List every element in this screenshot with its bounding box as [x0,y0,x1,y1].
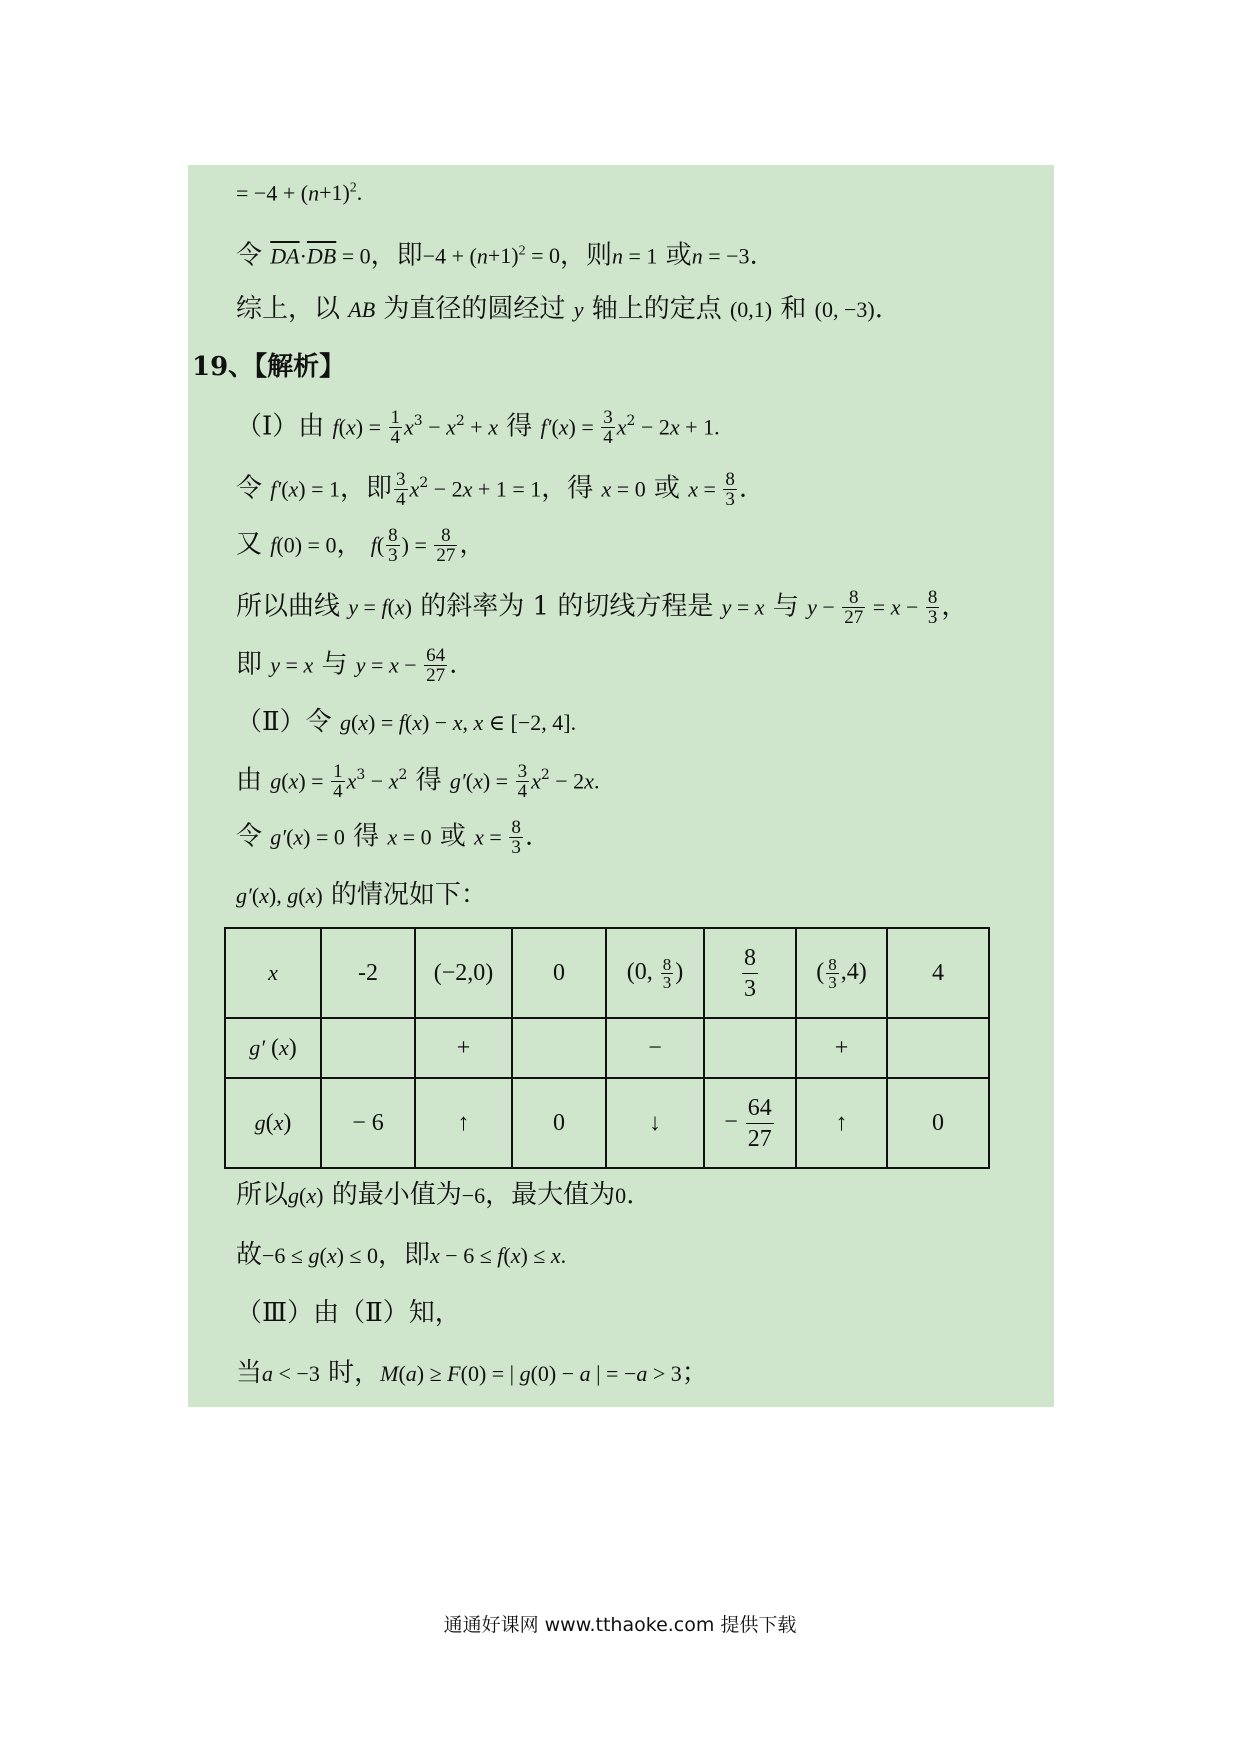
table-cell: ↓ [606,1078,704,1168]
table-cell: 0 [887,1078,989,1168]
line-1: = $-4 + (n+1)^2$. [236,180,363,206]
table-cell: g′ (x) [225,1018,321,1078]
part-1-line: （Ⅰ）由 f(x) = $\frac{1}{4}$ $x^3 - x^2 + x$ 得 f′(x) = $\frac{3}{4}$ $x^2 - 2x + 1$. [236,407,720,449]
g-zero-line: 令 g′(x) = 0 得 x = 0 或 x = $\frac{8}{3}$ . [236,817,534,858]
inequality-line: 故−6 ≤ g(x) ≤ 0，即x − 6 ≤ f(x) ≤ x. [236,1240,567,1270]
table-row-gprime [225,1018,989,1078]
table-cell: -2 [321,928,415,1018]
derivative-line: 令 f′(x) = 1，即 $\frac{3}{4}$ $x^2 - 2x + 1 = 1$，得 x = 0 或 x = $\frac{8}{3}$ . [236,469,748,511]
section-heading: 19、【解析】 [192,352,346,382]
table-cell: ↑ [415,1078,512,1168]
table-cell: $\frac{8}{3}$ [704,928,796,1018]
table-row-g [225,1078,989,1168]
table-intro-line: g′(x), g(x) 的情况如下： [236,880,487,910]
table-cell: − [606,1018,704,1078]
values-line: 又 f(0) = 0， f( $\frac{8}{3}$ ) = $\frac{8}{27}$ ， [236,525,486,566]
footer-text: 通通好课网 www.tthaoke.com 提供下载 [443,1614,797,1636]
sign-table [224,927,990,1169]
g-definition-line: 由 g(x) = $\frac{1}{4}$ $x^3 - x^2$ 得 g′(x) = $\frac{3}{4}$ $x^2 - 2x$. [236,761,600,803]
table-cell: x [225,928,321,1018]
tangent-result-line: 即 y = x 与 y = x − $\frac{64}{27}$ . [236,645,458,686]
table-cell: ( $\frac{8}{3}$ ,4) [796,928,887,1018]
table-cell [887,1018,989,1078]
table-cell: ↑ [796,1078,887,1168]
tangent-line: 所以曲线 y = f(x) 的斜率为 1 的切线方程是 y = x 与 y − $\frac{8}{27}$ = x − $\frac{8}{3}$ ， [236,587,968,628]
table-cell [321,1018,415,1078]
table-cell: g(x) [225,1078,321,1168]
table-cell [512,1018,606,1078]
table-cell: 4 [887,928,989,1018]
table-cell: (0, $\frac{8}{3}$ ) [606,928,704,1018]
part-2-line: （Ⅱ）令 g(x) = f(x) − x, x ∈ [−2, 4]. [236,707,577,737]
min-max-line: 所以g(x) 的最小值为−6，最大值为0. [236,1180,635,1210]
table-row-x [225,928,989,1018]
table-cell: (−2,0) [415,928,512,1018]
line-2: 令 $\overline{DA}\cdot\overline{DB} = 0$，即$-4 + (n+1)^2 = 0$，则n = 1 或n = −3. [236,240,758,271]
case-line: 当a < −3 时，M(a) ≥ F(0) = | g(0) − a | = −a > 3； [236,1358,708,1388]
table-cell: − 6 [321,1078,415,1168]
table-cell: − $\frac{64}{27}$ [704,1078,796,1168]
table-cell: + [796,1018,887,1078]
table-cell [704,1018,796,1078]
table-cell: 0 [512,1078,606,1168]
part-3-line: （Ⅲ）由（Ⅱ）知， [236,1298,461,1328]
table-cell: + [415,1018,512,1078]
table-cell: 0 [512,928,606,1018]
line-3: 综上，以 AB 为直径的圆经过 y 轴上的定点 (0,1) 和 (0, −3). [236,294,883,324]
